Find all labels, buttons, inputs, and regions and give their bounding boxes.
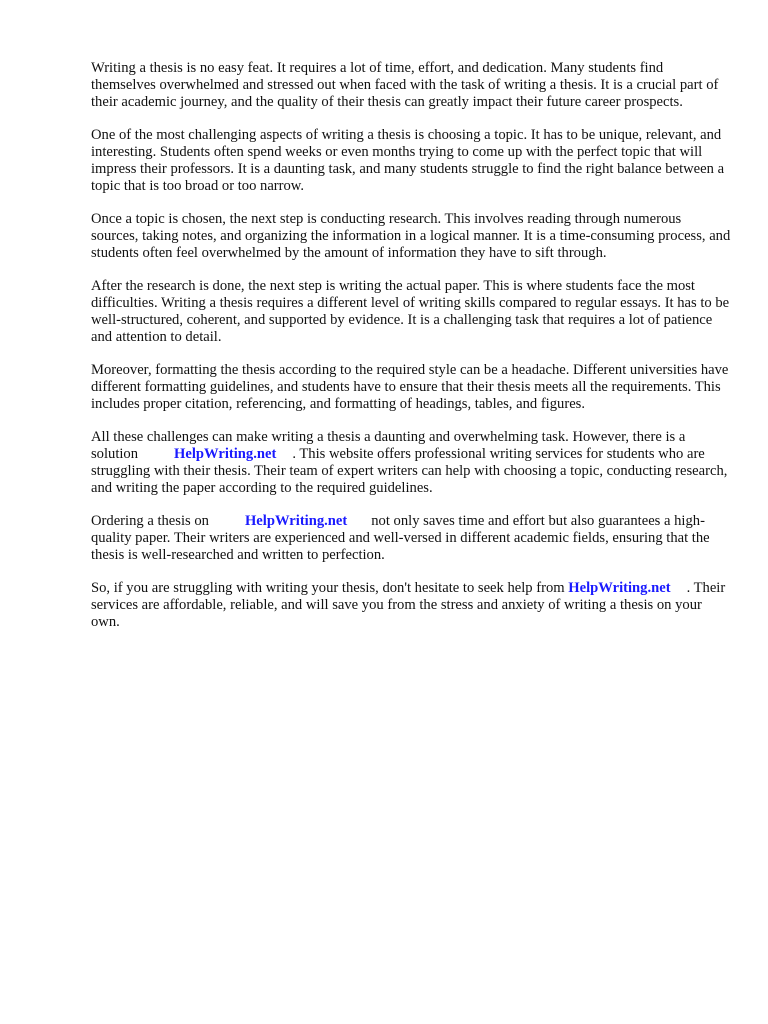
paragraph-ordering-text-before: Ordering a thesis on — [91, 513, 209, 529]
document-body — [91, 60, 731, 647]
paragraph-ordering-text-after: not only saves time and effort but also guarantees a high-quality paper. Their writers are experienced and well-versed in different academic fields, ensuring that the thesis is well-researched and written to perfection. — [91, 513, 710, 563]
paragraph-closing — [91, 580, 731, 631]
paragraph-formatting: Moreover, formatting the thesis according to the required style can be a headache. Different universities have different formatting guidelines, and students have to ensure that their thesis meets all the requirements. This includes proper citation, referencing, and formatting of headings, tables, and figures. — [91, 362, 729, 412]
helpwriting-link-1[interactable]: HelpWriting.net — [174, 446, 277, 462]
paragraph-closing-text-before: So, if you are struggling with writing your thesis, don't hesitate to seek help from — [91, 580, 565, 596]
paragraph-research: Once a topic is chosen, the next step is conducting research. This involves reading through numerous sources, taking notes, and organizing the information in a logical manner. It is a time-consuming process, and students often feel overwhelmed by the amount of information they have to sift through. — [91, 211, 731, 261]
paragraph-closing-text-after: . Their services are affordable, reliable, and will save you from the stress and anxiety of writing a thesis on your own. — [91, 580, 726, 630]
paragraph-writing: After the research is done, the next step is writing the actual paper. This is where students face the most difficulties. Writing a thesis requires a different level of writing skills compared to regular essays. It has to be well-structured, coherent, and supported by evidence. It is a challenging task that requires a lot of patience and attention to detail. — [91, 278, 730, 345]
paragraph-intro: Writing a thesis is no easy feat. It requires a lot of time, effort, and dedication. Many students find themselves overwhelmed and stressed out when faced with the task of writing a thesis. It is a crucial part of their academic journey, and the quality of their thesis can greatly impact their future career prospects. — [91, 60, 719, 110]
paragraph-ordering — [91, 513, 731, 564]
helpwriting-link-3[interactable]: HelpWriting.net — [568, 580, 671, 596]
paragraph-solution-text-after: . This website offers professional writing services for students who are struggling with their thesis. Their team of expert writers can help with choosing a topic, conducting research, and writing the paper according to the required guidelines. — [91, 446, 728, 496]
helpwriting-link-2[interactable]: HelpWriting.net — [244, 513, 348, 529]
paragraph-topic: One of the most challenging aspects of writing a thesis is choosing a topic. It has to be unique, relevant, and interesting. Students often spend weeks or even months trying to come up with the perfect topic that will impress their professors. It is a daunting task, and many students struggle to find the right balance between a topic that is too broad or too narrow. — [91, 127, 725, 194]
paragraph-solution — [91, 429, 731, 497]
paragraph-solution-text-before: All these challenges can make writing a thesis a daunting and overwhelming task. However, there is a solution — [91, 429, 686, 462]
